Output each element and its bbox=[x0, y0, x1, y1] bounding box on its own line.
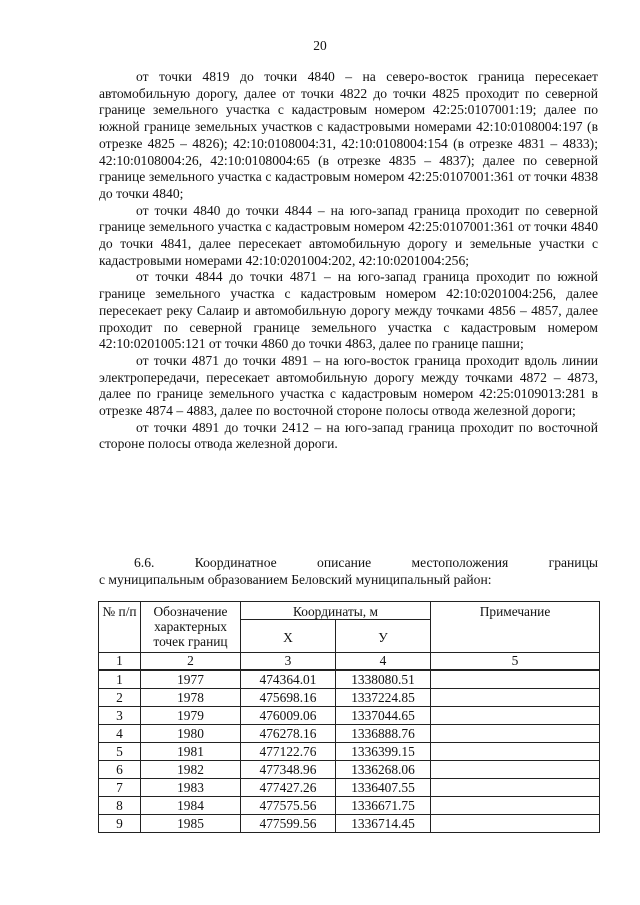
point-designation: 1977 bbox=[141, 670, 241, 689]
coord-y: 1337044.65 bbox=[336, 707, 431, 725]
coord-y: 1336407.55 bbox=[336, 779, 431, 797]
header-coordinates: Координаты, м bbox=[241, 602, 431, 620]
row-note bbox=[431, 743, 600, 761]
row-number: 9 bbox=[99, 815, 141, 833]
point-designation: 1982 bbox=[141, 761, 241, 779]
row-note bbox=[431, 707, 600, 725]
point-designation: 1978 bbox=[141, 689, 241, 707]
row-note bbox=[431, 725, 600, 743]
row-number: 7 bbox=[99, 779, 141, 797]
row-note bbox=[431, 689, 600, 707]
coordinates-table bbox=[98, 601, 600, 833]
table-row bbox=[99, 815, 600, 833]
column-number: 3 bbox=[241, 653, 336, 671]
boundary-description bbox=[99, 69, 598, 453]
paragraph: от точки 4844 до точки 4871 – на юго-запад граница проходит по южной границе земельного участка с кадастровым номером 42:10:0201004:256, далее пересекает реку Салаир и автомобильную дорогу между точками 4856 – 4857, далее проходит по северной границе земельного участка с кадастровым номером 42:10:0201005:121 от точки 4860 до точки 4863, далее по границе пашни; bbox=[99, 269, 598, 352]
point-designation: 1979 bbox=[141, 707, 241, 725]
row-note bbox=[431, 779, 600, 797]
column-number: 1 bbox=[99, 653, 141, 671]
coord-x: 477427.26 bbox=[241, 779, 336, 797]
table-row bbox=[99, 779, 600, 797]
row-number: 1 bbox=[99, 670, 141, 689]
coord-y: 1337224.85 bbox=[336, 689, 431, 707]
paragraph: от точки 4891 до точки 2412 – на юго-запад граница проходит по восточной стороне полосы отвода железной дороги. bbox=[99, 419, 598, 452]
header-designation: Обозначение характерных точек границ bbox=[141, 602, 241, 653]
coord-x: 476278.16 bbox=[241, 725, 336, 743]
column-number: 4 bbox=[336, 653, 431, 671]
row-number: 3 bbox=[99, 707, 141, 725]
coord-y: 1336671.75 bbox=[336, 797, 431, 815]
header-note: Примечание bbox=[431, 602, 600, 653]
table-row bbox=[99, 797, 600, 815]
coord-x: 477575.56 bbox=[241, 797, 336, 815]
row-number: 2 bbox=[99, 689, 141, 707]
row-note bbox=[431, 797, 600, 815]
paragraph: от точки 4819 до точки 4840 – на северо-восток граница пересекает автомобильную дорогу, далее от точки 4822 до точки 4825 проходит по северной границе земельного участка с кадастровым номером 42:25:0107001:19; далее по южной границе земельных участков с кадастровыми номерами 42:10:0108004:197 (в отрезке 4825 – 4826); 42:10:0108004:31, 42:10:0108004:154 (в отрезке 4831 – 4833); 42:10:0108004:26, 42:10:0108004:65 (в отрезке 4835 – 4837); далее по северной границе земельного участка с кадастровым номером 42:25:0107001:361 от точки 4838 до точки 4840; bbox=[99, 69, 598, 201]
section-heading bbox=[99, 555, 598, 588]
row-number: 4 bbox=[99, 725, 141, 743]
row-number: 5 bbox=[99, 743, 141, 761]
header-x: X bbox=[241, 620, 336, 653]
table-row bbox=[99, 761, 600, 779]
coord-x: 477348.96 bbox=[241, 761, 336, 779]
header-y: У bbox=[336, 620, 431, 653]
table-row bbox=[99, 725, 600, 743]
point-designation: 1983 bbox=[141, 779, 241, 797]
table-row bbox=[99, 707, 600, 725]
page-number: 20 bbox=[313, 38, 327, 53]
coord-y: 1336714.45 bbox=[336, 815, 431, 833]
point-designation: 1981 bbox=[141, 743, 241, 761]
coord-x: 475698.16 bbox=[241, 689, 336, 707]
table-row bbox=[99, 670, 600, 689]
row-note bbox=[431, 670, 600, 689]
section-heading-line-1 bbox=[99, 555, 598, 572]
coord-y: 1338080.51 bbox=[336, 670, 431, 689]
header-num: № п/п bbox=[99, 602, 141, 653]
column-number: 2 bbox=[141, 653, 241, 671]
point-designation: 1980 bbox=[141, 725, 241, 743]
table-row bbox=[99, 689, 600, 707]
coord-x: 476009.06 bbox=[241, 707, 336, 725]
coord-y: 1336888.76 bbox=[336, 725, 431, 743]
column-number: 5 bbox=[431, 653, 600, 671]
paragraph: от точки 4840 до точки 4844 – на юго-запад граница проходит по северной границе земельного участка с кадастровым номером 42:25:0107001:361 от точки 4840 до точки 4841, далее пересекает автомобильную дорогу и земельные участки с кадастровыми номерами 42:10:0201004:202, 42:10:0201004:256; bbox=[99, 202, 598, 268]
row-note bbox=[431, 815, 600, 833]
row-note bbox=[431, 761, 600, 779]
column-number-row bbox=[99, 653, 600, 671]
coord-y: 1336399.15 bbox=[336, 743, 431, 761]
paragraph: от точки 4871 до точки 4891 – на юго-восток граница проходит вдоль линии электропередачи, пересекает автомобильную дорогу между точками 4872 – 4873, далее по границе земельного участка с кадастровым номером 42:25:0109013:281 в отрезке 4874 – 4883, далее по восточной стороне полосы отвода железной дороги; bbox=[99, 352, 598, 419]
section-number: 6.6. bbox=[134, 555, 155, 570]
coord-y: 1336268.06 bbox=[336, 761, 431, 779]
row-number: 6 bbox=[99, 761, 141, 779]
row-number: 8 bbox=[99, 797, 141, 815]
section-heading-line-2: с муниципальным образованием Беловский муниципальный район: bbox=[99, 571, 492, 587]
point-designation: 1985 bbox=[141, 815, 241, 833]
coord-x: 477599.56 bbox=[241, 815, 336, 833]
table-row bbox=[99, 743, 600, 761]
point-designation: 1984 bbox=[141, 797, 241, 815]
coord-x: 477122.76 bbox=[241, 743, 336, 761]
section-title: Координатное описание местоположения границы bbox=[194, 555, 598, 570]
coord-x: 474364.01 bbox=[241, 670, 336, 689]
